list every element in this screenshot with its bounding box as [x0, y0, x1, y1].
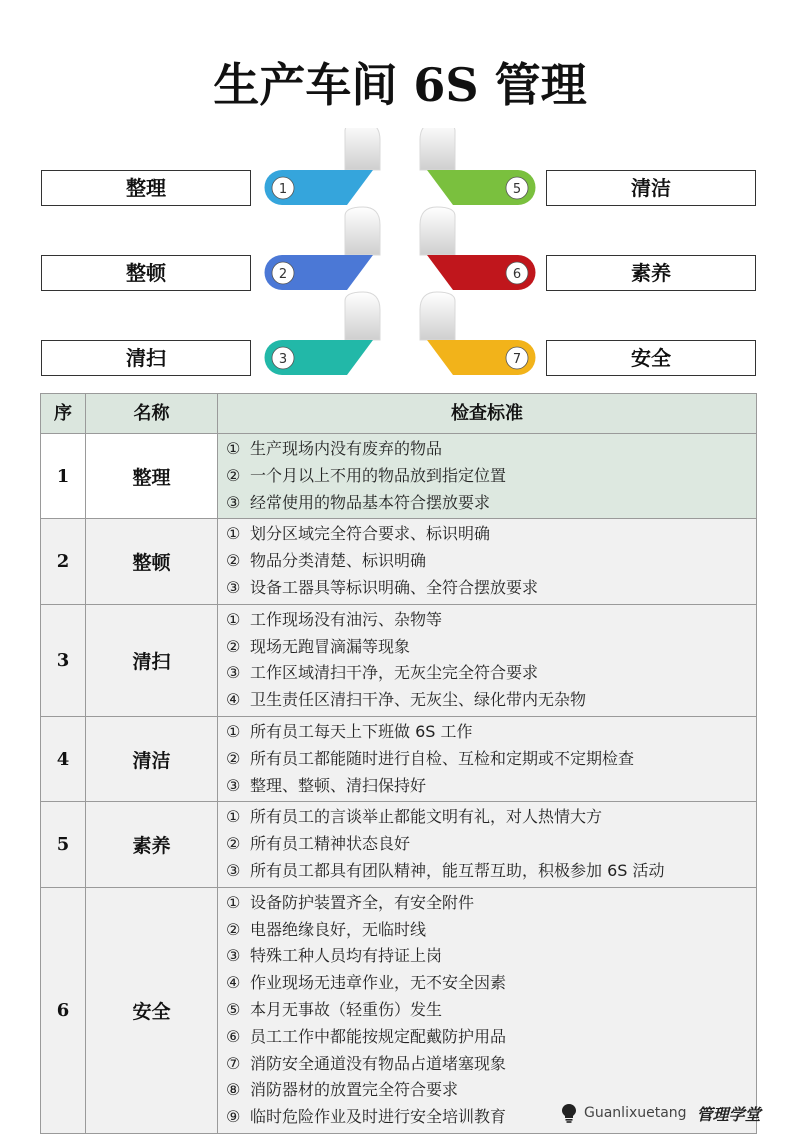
criteria-marker: ①	[226, 609, 241, 629]
criteria-marker: ②	[226, 834, 241, 854]
ribbon-number: 2	[278, 267, 288, 282]
ribbon-left-3	[265, 292, 381, 375]
inspection-table	[40, 393, 757, 1134]
criteria-text: 临时危险作业及时进行安全培训教育	[250, 1107, 507, 1127]
ribbon-number: 7	[512, 352, 522, 367]
ribbon-number: 1	[278, 182, 288, 197]
criteria-text: 本月无事故（轻重伤）发生	[250, 999, 443, 1019]
label-box-seiri: 整理	[41, 170, 251, 206]
criteria-text: 整理、整顿、清扫保持好	[250, 775, 427, 795]
criteria-item	[226, 890, 756, 917]
criteria-item	[226, 463, 756, 490]
criteria-marker: ③	[226, 860, 241, 880]
criteria-item	[226, 521, 756, 548]
row-criteria	[218, 519, 757, 604]
criteria-item	[226, 575, 756, 602]
criteria-marker: ②	[226, 748, 241, 768]
criteria-marker: ⑧	[226, 1080, 241, 1100]
criteria-marker: ②	[226, 551, 241, 571]
row-criteria	[218, 802, 757, 887]
ribbon-right-7	[420, 292, 536, 375]
criteria-text: 所有员工都具有团队精神，能互帮互助，积极参加 6S 活动	[250, 860, 665, 880]
row-number: 2	[41, 519, 86, 604]
criteria-item	[226, 490, 756, 517]
criteria-item	[226, 436, 756, 463]
criteria-marker: ②	[226, 919, 241, 939]
row-name: 整顿	[86, 519, 218, 604]
row-criteria	[218, 605, 757, 717]
criteria-item	[226, 607, 756, 634]
ribbon-number: 3	[278, 352, 288, 367]
row-criteria	[218, 888, 757, 1134]
criteria-marker: ③	[226, 492, 241, 512]
row-name: 清洁	[86, 717, 218, 802]
ribbon-number: 5	[512, 182, 522, 197]
criteria-item	[226, 746, 756, 773]
criteria-text: 消防器材的放置完全符合要求	[250, 1080, 459, 1100]
criteria-text: 设备防护装置齐全，有安全附件	[250, 892, 475, 912]
ribbon-number: 6	[512, 267, 522, 282]
criteria-text: 工作现场没有油污、杂物等	[250, 609, 443, 629]
six-s-diagram	[255, 128, 545, 388]
criteria-text: 物品分类清楚、标识明确	[250, 551, 427, 571]
criteria-marker: ①	[226, 524, 241, 544]
criteria-text: 员工工作中都能按规定配戴防护用品	[250, 1026, 507, 1046]
row-name: 清扫	[86, 605, 218, 717]
page-title: 生产车间 6S 管理	[213, 58, 587, 112]
criteria-marker: ③	[226, 577, 241, 597]
footer-brand	[560, 1098, 761, 1128]
criteria-text: 工作区域清扫干净，无灰尘完全符合要求	[250, 663, 539, 683]
criteria-marker: ③	[226, 946, 241, 966]
criteria-marker: ⑤	[226, 999, 241, 1019]
criteria-marker: ③	[226, 663, 241, 683]
criteria-item	[226, 660, 756, 687]
ribbon-left-1	[265, 128, 381, 205]
criteria-item	[226, 997, 756, 1024]
criteria-text: 作业现场无违章作业，无不安全因素	[250, 973, 507, 993]
criteria-item	[226, 943, 756, 970]
criteria-marker: ⑦	[226, 1053, 241, 1073]
criteria-text: 所有员工每天上下班做 6S 工作	[250, 721, 473, 741]
criteria-text: 电器绝缘良好，无临时线	[250, 919, 427, 939]
criteria-item	[226, 687, 756, 714]
label-box-shitsuke: 素养	[546, 255, 756, 291]
row-name: 安全	[86, 888, 218, 1134]
criteria-text: 消防安全通道没有物品占道堵塞现象	[250, 1053, 507, 1073]
criteria-item	[226, 548, 756, 575]
criteria-marker: ②	[226, 465, 241, 485]
criteria-item	[226, 719, 756, 746]
row-number: 4	[41, 717, 86, 802]
criteria-text: 生产现场内没有废弃的物品	[250, 439, 443, 458]
brand-name-cn: 管理学堂	[696, 1104, 761, 1124]
label-box-seiton: 整顿	[41, 255, 251, 291]
criteria-item	[226, 634, 756, 661]
header-index: 序	[41, 394, 86, 434]
header-criteria: 检查标准	[218, 394, 757, 434]
criteria-item	[226, 773, 756, 800]
row-number: 3	[41, 605, 86, 717]
row-criteria	[218, 434, 757, 519]
criteria-text: 一个月以上不用的物品放到指定位置	[250, 465, 507, 485]
criteria-marker: ①	[226, 721, 241, 741]
row-criteria	[218, 717, 757, 802]
row-number: 1	[41, 434, 86, 519]
criteria-text: 特殊工种人员均有持证上岗	[250, 946, 443, 966]
ribbon-right-5	[420, 128, 536, 205]
criteria-text: 设备工器具等标识明确、全符合摆放要求	[250, 577, 539, 597]
criteria-marker: ⑥	[226, 1026, 241, 1046]
criteria-text: 现场无跑冒滴漏等现象	[250, 636, 411, 656]
criteria-item	[226, 1024, 756, 1051]
ribbon-right-6	[420, 207, 536, 290]
ribbon-left-2	[265, 207, 381, 290]
criteria-text: 卫生责任区清扫干净、无灰尘、绿化带内无杂物	[250, 690, 587, 710]
criteria-marker: ②	[226, 636, 241, 656]
criteria-text: 经常使用的物品基本符合摆放要求	[250, 492, 491, 512]
criteria-marker: ①	[226, 439, 241, 458]
criteria-item	[226, 831, 756, 858]
brand-name: Guanlixuetang	[584, 1105, 687, 1121]
criteria-item	[226, 1051, 756, 1078]
label-box-safety: 安全	[546, 340, 756, 376]
label-box-seiketsu: 清洁	[546, 170, 756, 206]
criteria-marker: ④	[226, 973, 241, 993]
row-name: 素养	[86, 802, 218, 887]
criteria-text: 所有员工的言谈举止都能文明有礼，对人热情大方	[250, 807, 603, 827]
lightbulb-icon	[560, 1102, 578, 1124]
row-number: 6	[41, 888, 86, 1134]
criteria-item	[226, 917, 756, 944]
row-name: 整理	[86, 434, 218, 519]
criteria-marker: ③	[226, 775, 241, 795]
criteria-marker: ①	[226, 807, 241, 827]
criteria-item	[226, 970, 756, 997]
criteria-marker: ④	[226, 690, 241, 710]
criteria-marker: ⑨	[226, 1107, 241, 1127]
label-box-seiso: 清扫	[41, 340, 251, 376]
criteria-text: 所有员工都能随时进行自检、互检和定期或不定期检查	[250, 748, 635, 768]
header-name: 名称	[86, 394, 218, 434]
criteria-item	[226, 804, 756, 831]
criteria-item	[226, 858, 756, 885]
criteria-text: 所有员工精神状态良好	[250, 834, 411, 854]
criteria-marker: ①	[226, 892, 241, 912]
row-number: 5	[41, 802, 86, 887]
criteria-text: 划分区域完全符合要求、标识明确	[250, 524, 491, 544]
